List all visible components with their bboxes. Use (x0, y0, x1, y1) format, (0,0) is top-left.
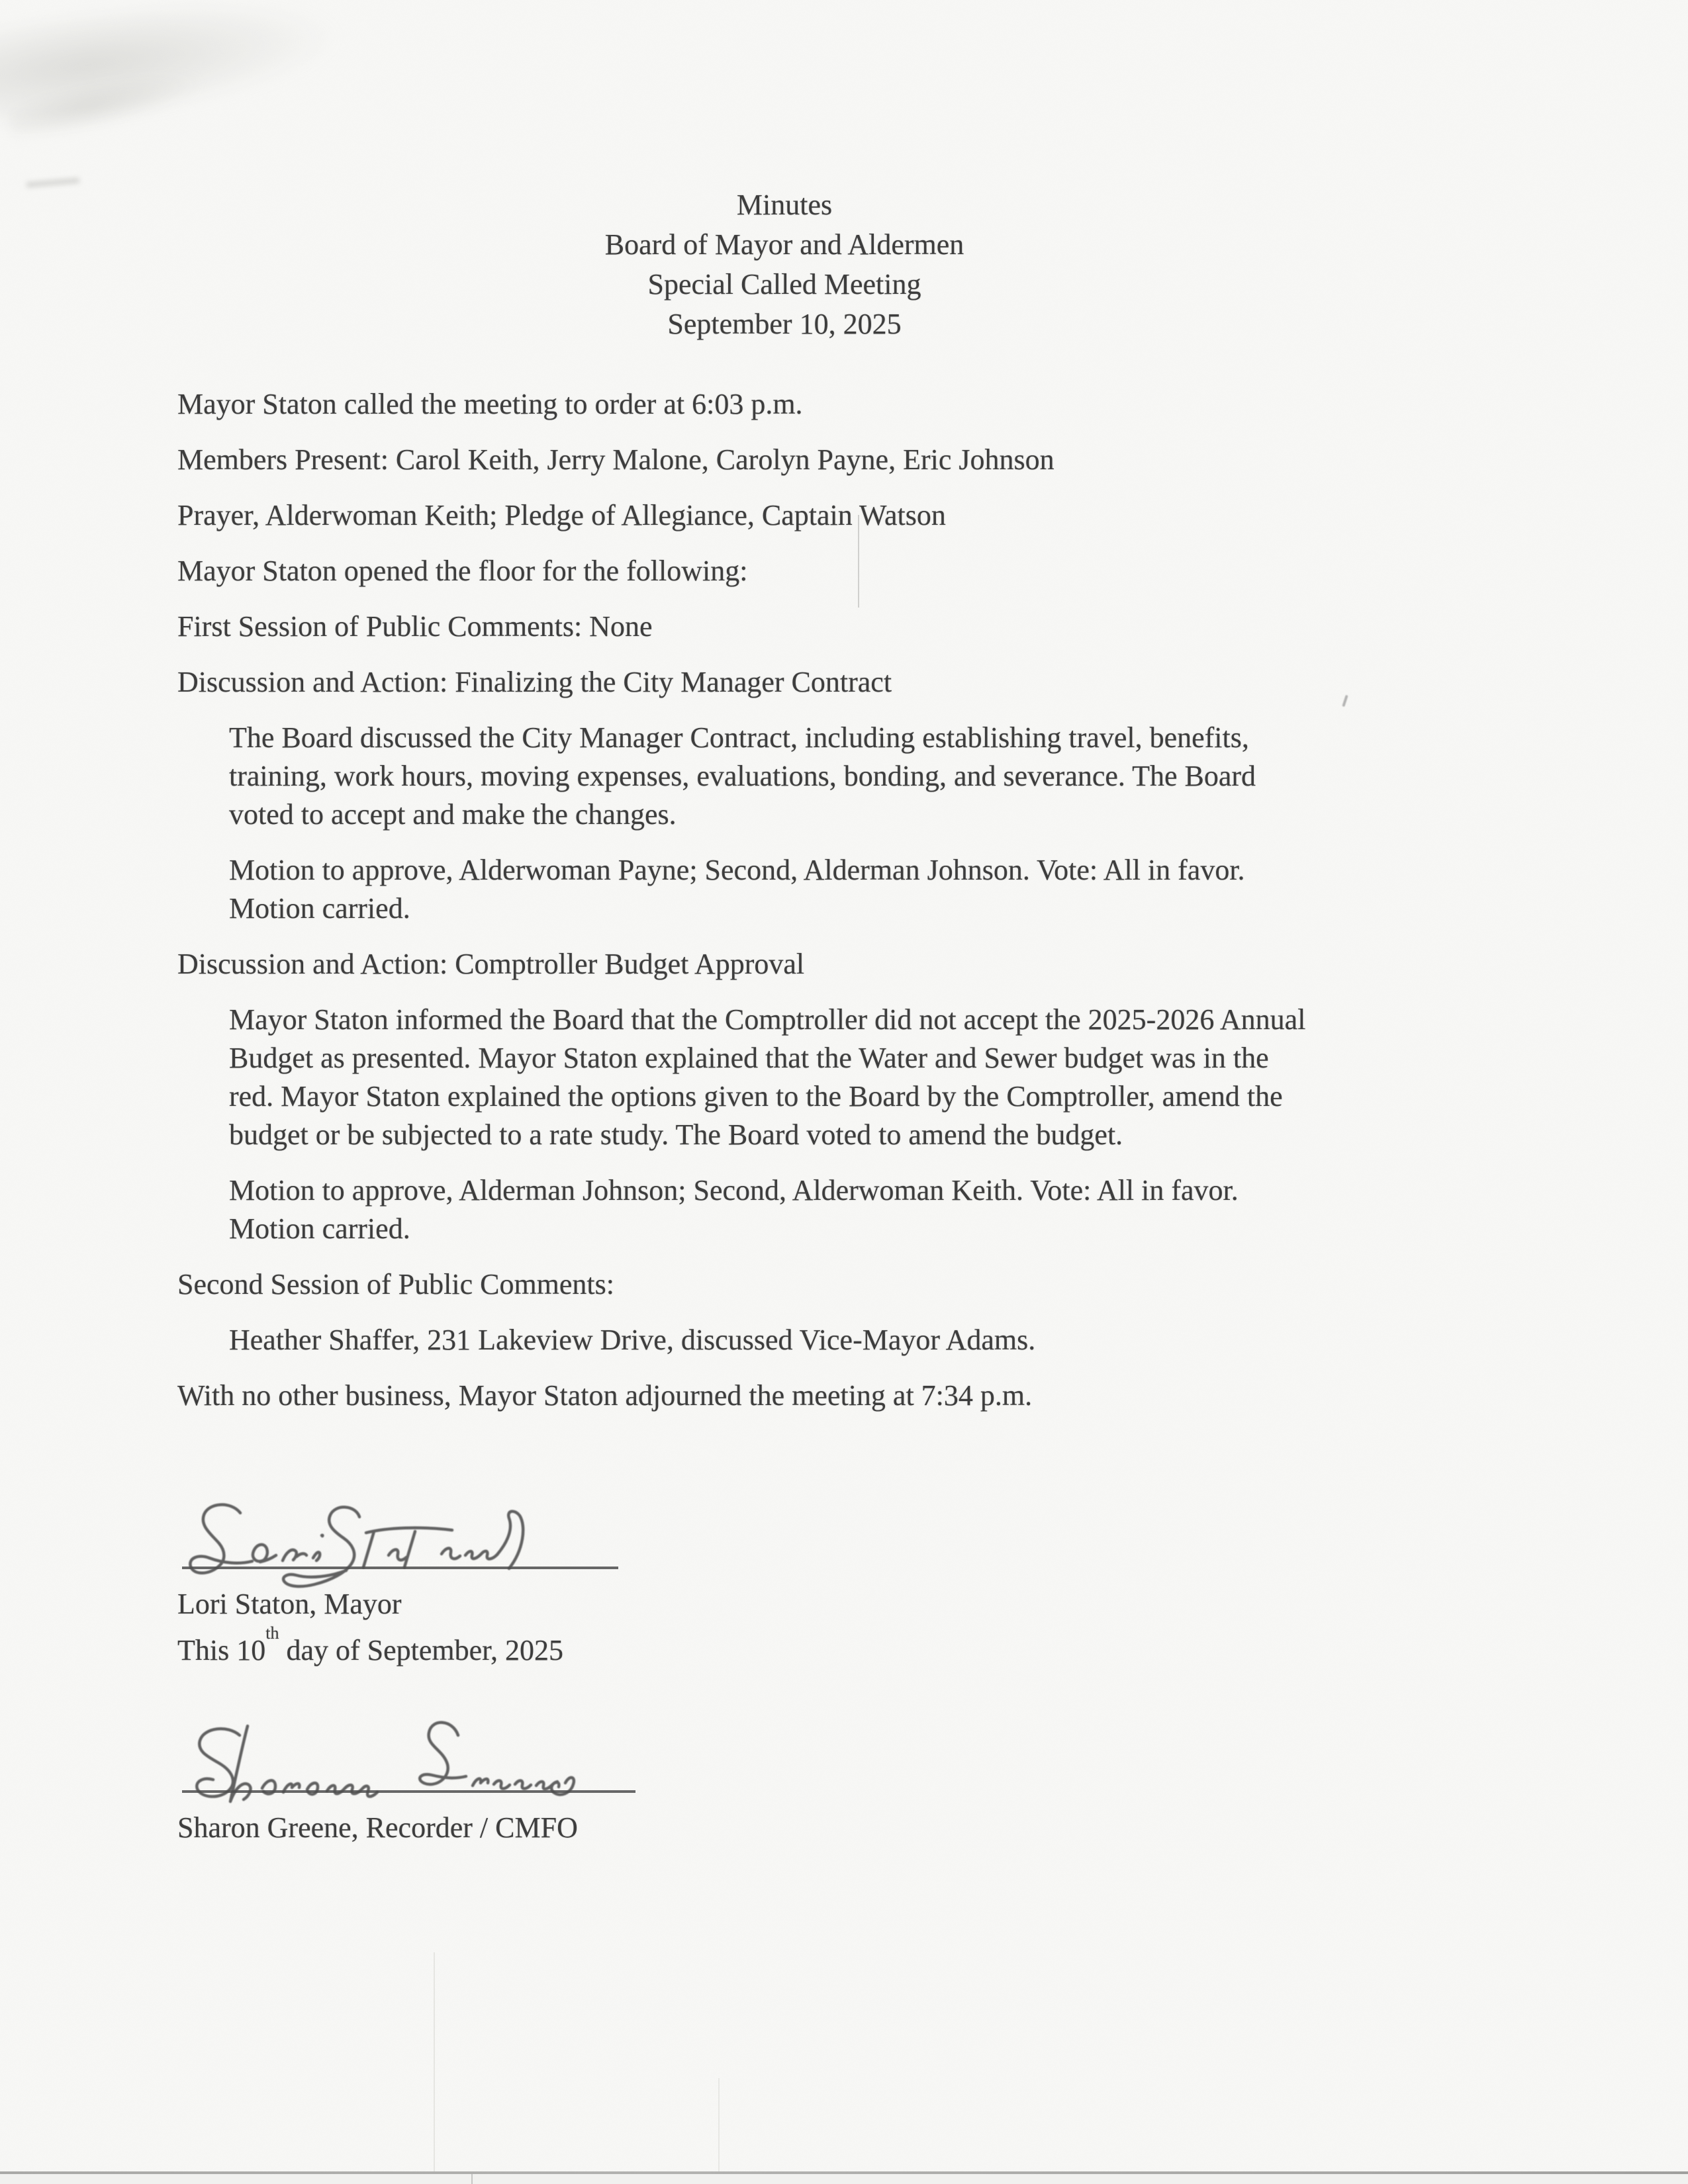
text-line: Budget as presented. Mayor Staton explained that the Water and Sewer budget was in the (229, 1042, 1269, 1074)
recorder-signature-script (177, 1717, 641, 1806)
text-line: Discussion and Action: Comptroller Budget Approval (177, 948, 805, 980)
paragraph-adjournment (177, 1377, 1511, 1415)
attestation-date-line (177, 1623, 1511, 1670)
paragraph-call-to-order (177, 385, 1511, 424)
text-line: budget or be subjected to a rate study. The Board voted to amend the budget. (229, 1118, 1123, 1151)
ordinal-superscript: th (265, 1623, 279, 1643)
scan-streak-bottom-left (434, 1952, 435, 2173)
text-line: With no other business, Mayor Staton adjourned the meeting at 7:34 p.m. (177, 1379, 1033, 1412)
scan-smudge-dash (26, 178, 79, 188)
text-line: Mayor Staton opened the floor for the following: (177, 555, 748, 587)
text-line: Motion to approve, Alderwoman Payne; Second, Alderman Johnson. Vote: All in favor. (229, 854, 1245, 886)
paragraph-motion-budget (229, 1171, 1511, 1248)
text-line: voted to accept and make the changes. (229, 798, 677, 831)
text-line: training, work hours, moving expenses, evaluations, bonding, and severance. The Board (229, 760, 1256, 792)
signature-strokes (190, 1505, 523, 1586)
recorder-signature-label (177, 1809, 1511, 1847)
heading-comptroller-budget (177, 945, 1511, 983)
signature-strokes (197, 1723, 574, 1801)
paragraph-prayer-pledge (177, 496, 1511, 535)
paragraph-motion-contract (229, 851, 1511, 928)
doc-subtitle-board: Board of Mayor and Aldermen (604, 228, 964, 261)
text-line: Heather Shaffer, 231 Lakeview Drive, discussed Vice-Mayor Adams. (229, 1324, 1036, 1356)
mayor-signature-script (182, 1502, 619, 1595)
paragraph-floor-opened (177, 552, 1511, 590)
text-line: Second Session of Public Comments: (177, 1268, 614, 1300)
paragraph-budget-discussion (229, 1001, 1511, 1154)
doc-subtitle-meeting-type: Special Called Meeting (647, 268, 921, 300)
text-line: Motion carried. (229, 892, 410, 925)
doc-title: Minutes (736, 189, 833, 221)
mayor-signature-label (177, 1585, 1511, 1623)
text-line: Sharon Greene, Recorder / CMFO (177, 1811, 578, 1844)
text-line: Discussion and Action: Finalizing the City Manager Contract (177, 666, 892, 698)
text-line: Motion carried. (229, 1212, 410, 1245)
text-line: Members Present: Carol Keith, Jerry Malone, Carolyn Payne, Eric Johnson (177, 443, 1055, 476)
text-line: The Board discussed the City Manager Contract, including establishing travel, benefits, (229, 721, 1249, 754)
heading-city-manager-contract (177, 663, 1511, 702)
paragraph-heather-shaffer (229, 1321, 1511, 1359)
title-block (177, 185, 1391, 344)
document-content (177, 185, 1511, 1847)
text-line: Mayor Staton called the meeting to order at 6:03 p.m. (177, 388, 803, 420)
text-line: Mayor Staton informed the Board that the Comptroller did not accept the 2025-2026 Annual (229, 1003, 1306, 1036)
paragraph-contract-discussion (229, 719, 1511, 834)
text-line: First Session of Public Comments: None (177, 610, 653, 643)
scanner-bed-seam (471, 2174, 473, 2184)
heading-second-public-comments (177, 1265, 1511, 1304)
paragraph-first-public-comments (177, 608, 1511, 646)
date-prefix: This 10 (177, 1634, 266, 1666)
scanner-bed-strip (0, 2174, 1688, 2184)
paragraph-members-present (177, 441, 1511, 479)
text-line: red. Mayor Staton explained the options given to the Board by the Comptroller, amend the (229, 1080, 1283, 1113)
text-line: Lori Staton, Mayor (177, 1588, 402, 1620)
date-suffix: day of September, 2025 (279, 1634, 564, 1666)
doc-date: September 10, 2025 (667, 308, 902, 340)
text-line: Prayer, Alderwoman Keith; Pledge of Allegiance, Captain Watson (177, 499, 946, 531)
scan-streak-bottom-center (718, 2078, 720, 2173)
text-line: Motion to approve, Alderman Johnson; Second, Alderwoman Keith. Vote: All in favor. (229, 1174, 1239, 1206)
